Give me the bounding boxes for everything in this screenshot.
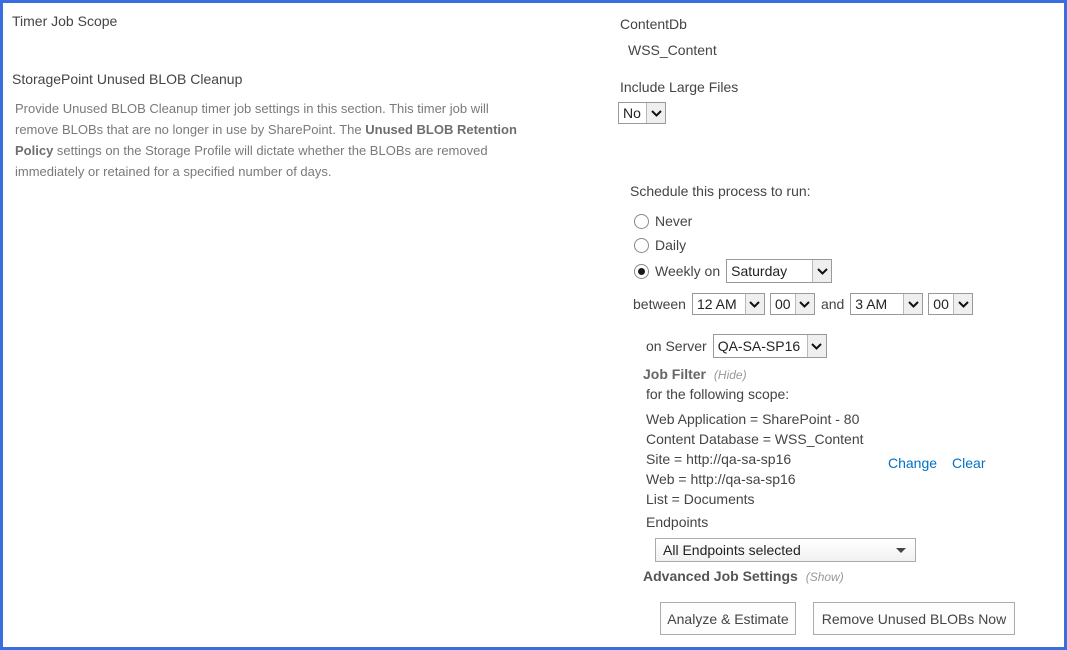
chevron-down-icon: [795, 294, 814, 314]
radio-daily-label: Daily: [655, 237, 687, 253]
scope-filter-links: [888, 455, 986, 471]
and-label: and: [820, 296, 845, 312]
remove-unused-blobs-button[interactable]: Remove Unused BLOBs Now: [813, 602, 1015, 635]
server-row: [646, 334, 827, 358]
chevron-down-icon: [807, 335, 826, 357]
chevron-down-icon: [745, 294, 764, 314]
endpoints-dropdown-value: All Endpoints selected: [663, 542, 801, 558]
server-select[interactable]: [713, 334, 827, 358]
between-label: between: [633, 296, 686, 312]
radio-daily[interactable]: [634, 237, 686, 253]
include-large-files-select[interactable]: [618, 102, 666, 124]
include-large-files-label: Include Large Files: [620, 79, 739, 95]
select-value: Saturday: [731, 263, 788, 279]
left-panel: [12, 3, 524, 182]
scope-line-web: Web = http://qa-sa-sp16: [646, 471, 796, 487]
select-value: 00: [933, 296, 949, 312]
radio-never[interactable]: [634, 213, 692, 229]
radio-circle-icon: [634, 214, 649, 229]
select-value: QA-SA-SP16: [717, 338, 801, 354]
select-value: No: [623, 105, 641, 121]
scope-lines: [646, 409, 864, 509]
description-text-2: settings on the Storage Profile will dictate whether the BLOBs are removed immediately or retained for a specified number of days.: [15, 143, 488, 179]
scope-intro: for the following scope:: [646, 386, 790, 402]
chevron-down-icon: [646, 103, 665, 123]
clear-link[interactable]: Clear: [952, 455, 986, 471]
advanced-settings-heading: [643, 568, 844, 584]
radio-selected-icon: [634, 264, 649, 279]
endpoints-dropdown[interactable]: [655, 538, 916, 562]
cleanup-description: [15, 98, 517, 182]
description-text-1: Provide Unused BLOB Cleanup timer job settings in this section. This timer job will remove BLOBs that are no longer in use by SharePoint. The: [15, 101, 489, 137]
select-value: 00: [774, 296, 791, 312]
schedule-label: Schedule this process to run:: [630, 183, 811, 199]
start-minute-select[interactable]: [770, 293, 815, 315]
select-value: 3 AM: [855, 296, 888, 312]
end-hour-select[interactable]: [850, 293, 923, 315]
contentdb-label: ContentDb: [620, 16, 687, 32]
change-link[interactable]: Change: [888, 455, 938, 471]
description-bold: Unused BLOB Retention Policy: [15, 122, 517, 158]
endpoints-label: Endpoints: [646, 514, 709, 530]
scope-line-web-application: Web Application = SharePoint - 80: [646, 411, 860, 427]
start-hour-select[interactable]: [692, 293, 765, 315]
action-buttons-row: [660, 602, 1015, 635]
analyze-estimate-button[interactable]: Analyze & Estimate: [660, 602, 796, 635]
scope-line-content-database: Content Database = WSS_Content: [646, 431, 864, 447]
chevron-down-icon: [812, 260, 831, 282]
chevron-down-icon: [953, 294, 972, 314]
contentdb-value: WSS_Content: [628, 42, 717, 58]
chevron-down-icon: [903, 294, 922, 314]
job-filter-heading: [643, 366, 747, 382]
job-filter-hide-toggle[interactable]: (Hide): [713, 368, 747, 382]
advanced-settings-show-toggle[interactable]: (Show): [805, 570, 844, 584]
radio-weekly-label: Weekly on: [655, 263, 721, 279]
advanced-settings-title: Advanced Job Settings: [643, 568, 798, 584]
scope-line-site: Site = http://qa-sa-sp16: [646, 451, 792, 467]
caret-down-icon: [896, 548, 906, 553]
scope-line-list: List = Documents: [646, 491, 755, 507]
weekday-select[interactable]: [726, 259, 832, 283]
radio-circle-icon: [634, 238, 649, 253]
radio-weekly[interactable]: [634, 259, 832, 283]
right-panel: [618, 3, 1066, 635]
section-title: Timer Job Scope: [12, 13, 118, 29]
select-value: 12 AM: [696, 296, 737, 312]
on-server-label: on Server: [646, 338, 707, 354]
end-minute-select[interactable]: [928, 293, 973, 315]
cleanup-heading: StoragePoint Unused BLOB Cleanup: [12, 71, 243, 87]
radio-never-label: Never: [655, 213, 693, 229]
job-filter-title: Job Filter: [643, 366, 707, 382]
time-range-row: [633, 293, 973, 315]
